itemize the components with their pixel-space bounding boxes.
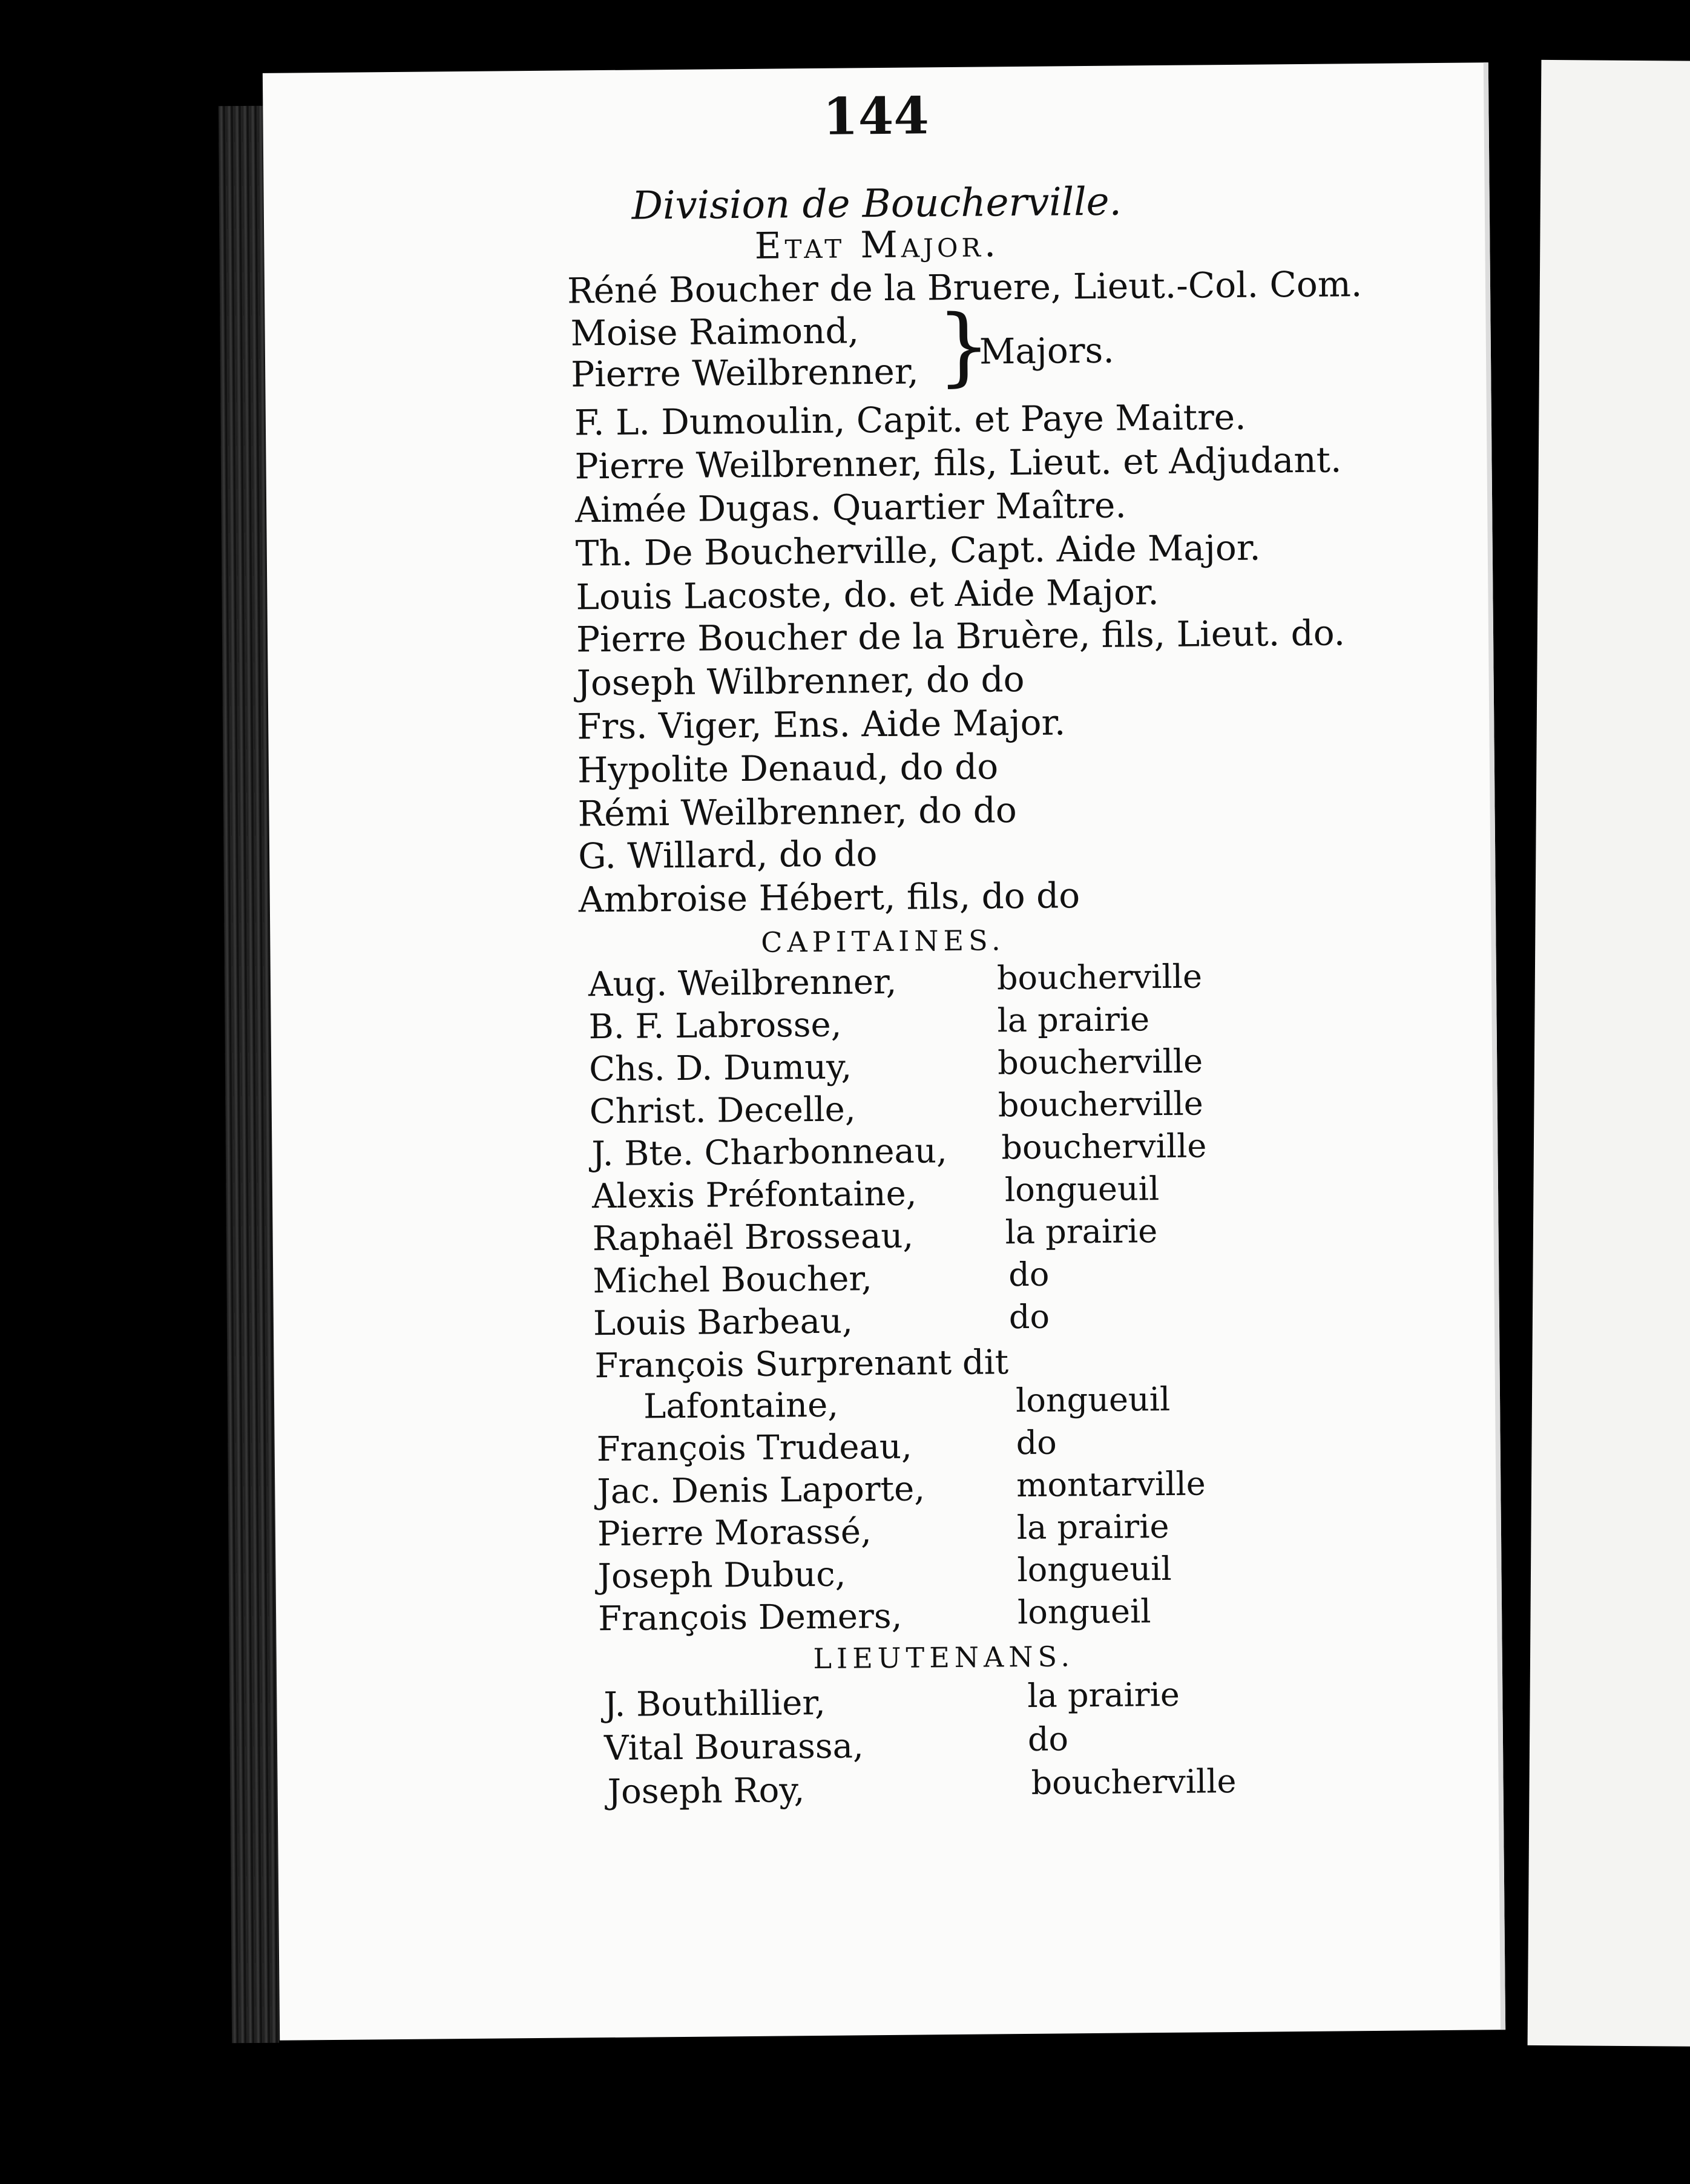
etat-major-heading: Etat Major.	[754, 223, 1000, 268]
major-name: Moise Raimond,	[570, 310, 860, 354]
capitaine-name: François Trudeau,	[596, 1427, 913, 1470]
capitaine-place: boucherville	[997, 1042, 1203, 1082]
etat-major-line: G. Willard, do do	[577, 833, 878, 877]
capitaine-place: boucherville	[998, 1084, 1203, 1125]
etat-major-line: Aimée Dugas. Quartier Maître.	[574, 484, 1127, 531]
lieutenant-name: Vital Bourassa,	[603, 1726, 864, 1769]
page-number: 144	[822, 85, 930, 146]
lieutenant-place: do	[1027, 1720, 1069, 1758]
capitaine-name: Chs. D. Dumuy,	[588, 1047, 852, 1090]
capitaines-heading: CAPITAINES.	[760, 924, 1005, 959]
capitaine-place: longueuil	[1017, 1549, 1172, 1590]
lieutenant-place: la prairie	[1027, 1675, 1180, 1715]
lieutenant-place: boucherville	[1031, 1761, 1237, 1802]
capitaine-name: Christ. Decelle,	[589, 1090, 856, 1132]
capitaine-name: Jac. Denis Laporte,	[597, 1469, 926, 1512]
etat-major-line: F. L. Dumoulin, Capit. et Paye Maitre.	[574, 396, 1246, 444]
major-name: Pierre Weilbrenner,	[570, 350, 919, 395]
lieutenant-name: Joseph Roy,	[607, 1771, 805, 1812]
capitaine-place: do	[1008, 1297, 1050, 1337]
lieutenans-heading: LIEUTENANS.	[813, 1640, 1075, 1676]
capitaine-name: François Surprenant dit	[594, 1343, 1009, 1386]
etat-major-line: Joseph Wilbrenner, do do	[576, 658, 1025, 704]
etat-major-line: Th. De Boucherville, Capt. Aide Major.	[575, 527, 1261, 574]
capitaine-name: Raphaël Brosseau,	[592, 1216, 914, 1259]
etat-major-line: Ambroise Hébert, fils, do do	[578, 875, 1080, 921]
capitaine-name: Pierre Morassé,	[597, 1512, 872, 1554]
capitaine-name: Alexis Préfontaine,	[591, 1174, 917, 1217]
etat-major-line: Pierre Boucher de la Bruère, fils, Lieut. do.	[576, 612, 1346, 660]
capitaine-name: Aug. Weilbrenner,	[588, 962, 897, 1005]
capitaine-name: B. F. Labrosse,	[588, 1005, 842, 1047]
capitaine-name: Louis Barbeau,	[593, 1301, 853, 1344]
document-page	[263, 62, 1505, 2041]
capitaine-place: montarville	[1016, 1464, 1206, 1505]
facing-page	[1528, 60, 1690, 2047]
etat-major-line: Réné Boucher de la Bruere, Lieut.-Col. Com.	[567, 263, 1363, 312]
brace-icon: }	[936, 297, 991, 396]
capitaine-place: do	[1008, 1255, 1050, 1294]
capitaine-place: longueil	[1017, 1592, 1151, 1632]
capitaine-place: longueuil	[1004, 1169, 1160, 1209]
etat-major-line: Rémi Weilbrenner, do do	[577, 789, 1018, 835]
capitaine-place: boucherville	[1001, 1127, 1207, 1167]
capitaine-name: Michel Boucher,	[593, 1259, 873, 1301]
capitaine-place: la prairie	[997, 1000, 1150, 1040]
capitaine-name: J. Bte. Charbonneau,	[591, 1131, 947, 1174]
etat-major-line: Frs. Viger, Ens. Aide Major.	[577, 702, 1066, 748]
capitaine-place: longueuil	[1015, 1380, 1171, 1420]
lieutenant-name: J. Bouthillier,	[603, 1683, 826, 1725]
division-title: Division de Boucherville.	[631, 179, 1122, 229]
etat-major-line: Hypolite Denaud, do do	[577, 746, 999, 791]
etat-major-line: Pierre Weilbrenner, fils, Lieut. et Adjudant.	[574, 439, 1342, 487]
capitaine-place: la prairie	[1016, 1507, 1169, 1547]
capitaine-place: boucherville	[996, 957, 1203, 998]
capitaine-name: Joseph Dubuc,	[597, 1554, 846, 1597]
etat-major-line: Louis Lacoste, do. et Aide Major.	[576, 571, 1159, 618]
capitaine-place: do	[1016, 1423, 1057, 1462]
capitaine-name: Lafontaine,	[643, 1385, 839, 1427]
capitaine-name: François Demers,	[597, 1596, 903, 1639]
capitaine-place: la prairie	[1005, 1212, 1158, 1252]
majors-label: Majors.	[979, 329, 1114, 372]
